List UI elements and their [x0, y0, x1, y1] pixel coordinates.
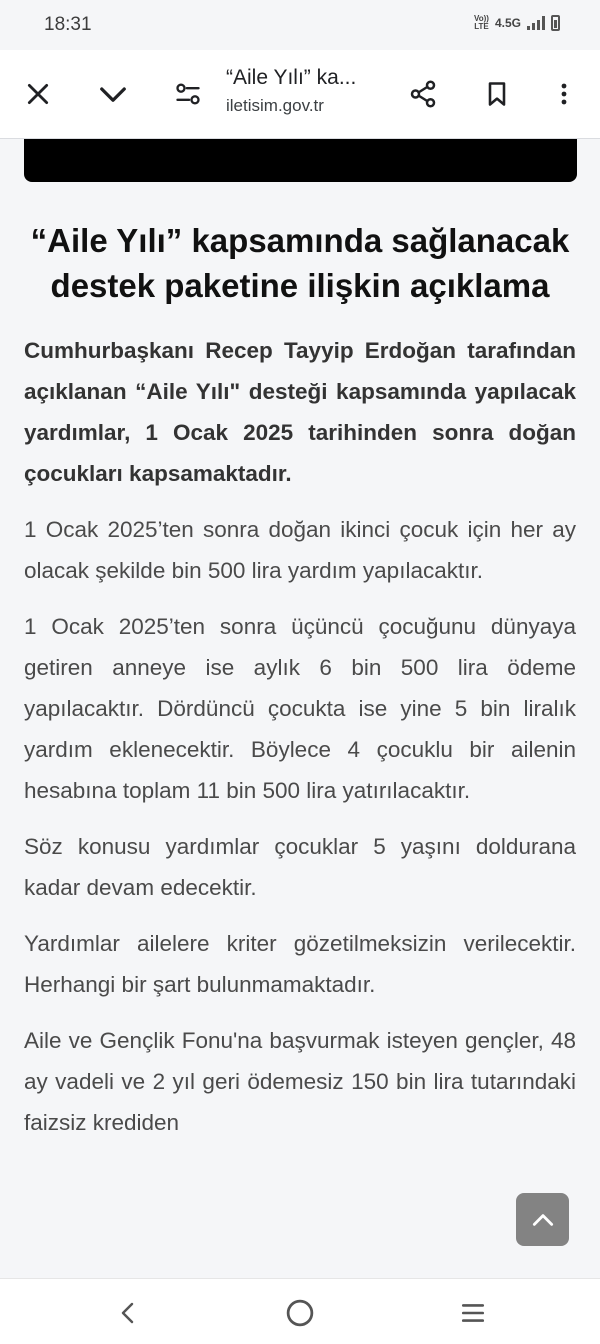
article-paragraph: Söz konusu yardımlar çocuklar 5 yaşını doldurana kadar devam edecektir. — [24, 834, 576, 900]
article-paragraph: Aile ve Gençlik Fonu'na başvurmak isteyen gençler, 48 ay vadeli ve 2 yıl geri ödemesiz 150 bin lira tutarındaki faizsiz krediden — [24, 1028, 576, 1135]
signal-icon — [527, 16, 545, 30]
status-bar — [0, 0, 600, 50]
site-settings-icon — [174, 80, 202, 108]
network-type: 4.5G — [494, 16, 521, 30]
page-domain: iletisim.gov.tr — [226, 96, 324, 115]
volte-icon: Vo)) LTE — [474, 14, 489, 31]
url-bar[interactable] — [226, 66, 396, 116]
page-title: “Aile Yılı” ka... — [226, 66, 357, 89]
chevron-down-icon — [98, 79, 128, 109]
site-settings-button[interactable] — [166, 72, 210, 116]
more-options-button[interactable] — [542, 72, 586, 116]
back-button[interactable] — [108, 1293, 148, 1333]
share-button[interactable] — [401, 72, 445, 116]
article-paragraph: Yardımlar ailelere kriter gözetilmeksizin verilecektir. Herhangi bir şart bulunmamaktadır. — [24, 931, 576, 997]
chevron-up-icon — [530, 1207, 556, 1233]
close-icon — [25, 81, 51, 107]
status-time: 18:31 — [44, 14, 92, 35]
article — [24, 139, 576, 1158]
minimize-button[interactable] — [91, 72, 135, 116]
article-headline: “Aile Yılı” kapsamında sağlanacak destek paketine ilişkin açıklama — [30, 222, 570, 304]
browser-toolbar — [0, 50, 600, 139]
home-icon — [285, 1298, 315, 1328]
bookmark-button[interactable] — [475, 72, 519, 116]
recent-apps-icon — [458, 1300, 488, 1326]
article-paragraph: 1 Ocak 2025’ten sonra üçüncü çocuğunu dünyaya getiren anneye ise aylık 6 bin 500 lira ödeme yapılacaktır. Dördüncü çocukta ise yine 5 bin liralık yardım eklenecektir. Böylece 4 çocuklu bir ailenin hesabına toplam 11 bin 500 lira yatırılacaktır. — [24, 614, 576, 803]
close-button[interactable] — [16, 72, 60, 116]
status-icons — [474, 15, 560, 31]
system-nav-bar — [0, 1278, 600, 1344]
battery-icon — [551, 15, 560, 31]
article-media — [24, 139, 577, 182]
more-vert-icon — [552, 80, 576, 108]
share-icon — [408, 79, 438, 109]
recent-apps-button[interactable] — [453, 1293, 493, 1333]
home-button[interactable] — [280, 1293, 320, 1333]
bookmark-icon — [483, 80, 511, 108]
article-paragraph: 1 Ocak 2025’ten sonra doğan ikinci çocuk için her ay olacak şekilde bin 500 lira yardım yapılacaktır. — [24, 517, 576, 583]
back-icon — [116, 1299, 140, 1327]
scroll-to-top-button[interactable] — [516, 1193, 569, 1246]
article-lead: Cumhurbaşkanı Recep Tayyip Erdoğan tarafından açıklanan “Aile Yılı" desteği kapsamında yapılacak yardımlar, 1 Ocak 2025 tarihinden sonra doğan çocukları kapsamaktadır. — [24, 338, 576, 486]
